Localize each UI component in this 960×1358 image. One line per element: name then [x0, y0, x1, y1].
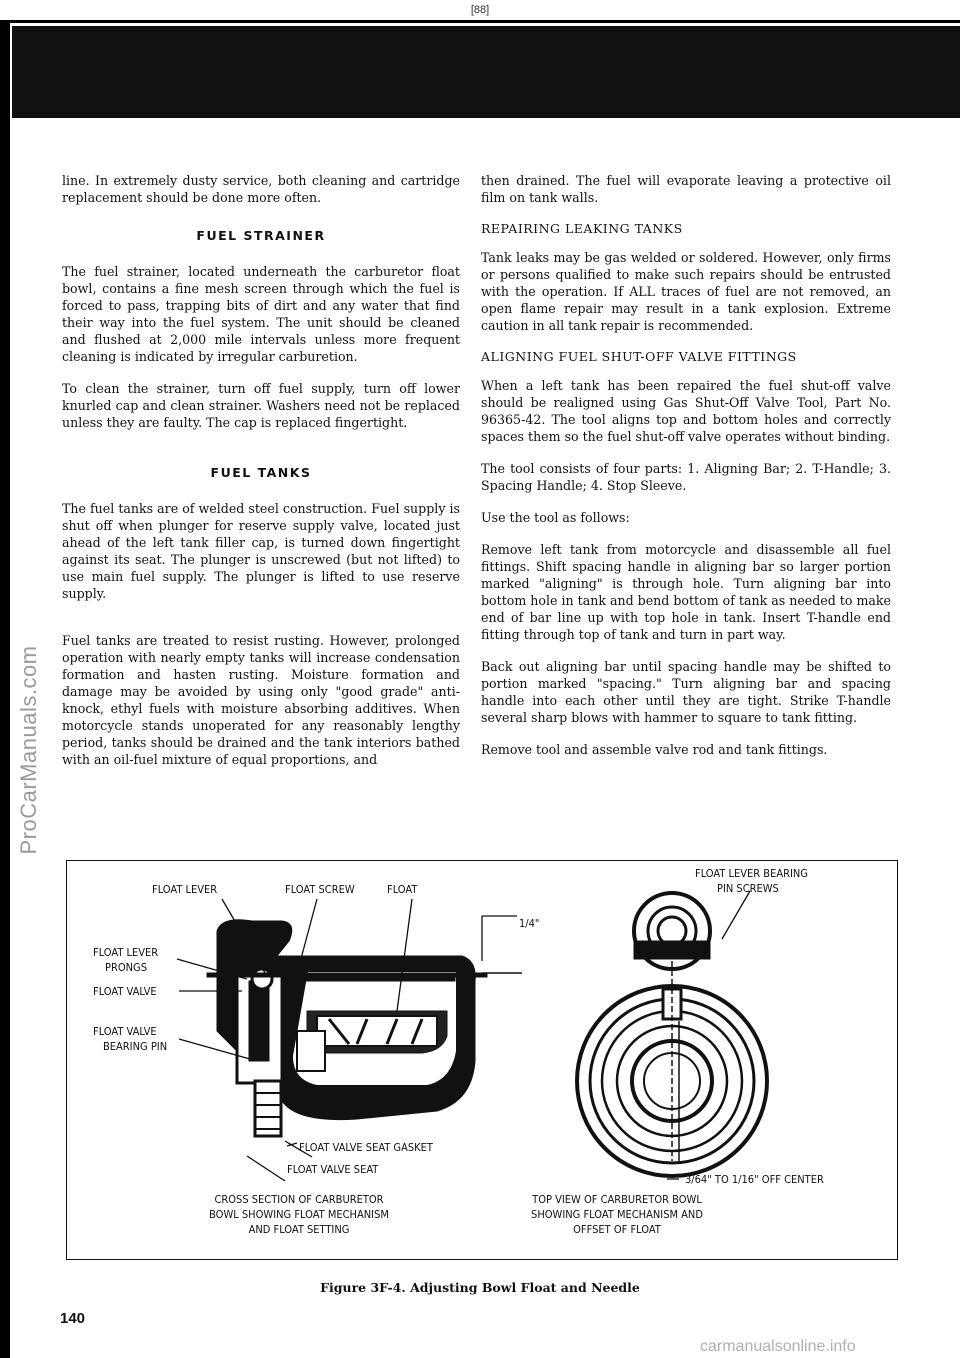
- watermark-text: ProCarManuals.com: [16, 645, 41, 855]
- label-offset: 3/64" TO 1/16" OFF CENTER: [685, 1173, 824, 1186]
- left-caption-line: AND FLOAT SETTING: [248, 1223, 350, 1236]
- label-prongs-2: PRONGS: [105, 961, 147, 974]
- label-bearing-screws-2: PIN SCREWS: [717, 882, 779, 895]
- paragraph: then drained. The fuel will evaporate leaving a protective oil film on tank walls.: [481, 173, 891, 205]
- paragraph: Back out aligning bar until spacing handle may be shifted to portion marked "spacing." Turn aligning bar and spacing handle into each other until they are tight. Strike T-handle several sharp blows with hammer to square to tank fitting.: [481, 659, 891, 725]
- right-column: [481, 172, 891, 773]
- footer-watermark: carmanualsonline.info: [700, 1338, 856, 1355]
- header-band: [12, 26, 960, 118]
- label-float: FLOAT: [387, 883, 418, 896]
- section-heading-aligning-valve: ALIGNING FUEL SHUT-OFF VALVE FITTINGS: [481, 349, 797, 364]
- paragraph: Remove left tank from motorcycle and disassemble all fuel fittings. Shift spacing handle in aligning bar so larger portion marked "aligning" is through hole. Turn aligning bar into bottom hole in tank and bend bottom of tank as needed to make end of bar line up with top hole in tank. Insert T-handle end fitting through top of tank and turn in part way.: [481, 542, 891, 642]
- label-float-lever: FLOAT LEVER: [152, 883, 218, 896]
- label-bearing-screws-1: FLOAT LEVER BEARING: [695, 867, 808, 880]
- paragraph: Fuel tanks are treated to resist rusting. However, prolonged operation with nearly empty tanks will increase condensation formation and hasten rusting. Moisture formation and damage may be avoided by using only "good grade" anti-knock, ethyl fuels with moisture absorbing additives. When motorcycle stands unoperated for any reasonably lengthy period, tanks should be drained and the tank interiors bathed with an oil-fuel mixture of equal proportions, and: [62, 633, 460, 767]
- paragraph: Tank leaks may be gas welded or soldered. However, only firms or persons qualified to make such repairs should be entrusted with the operation. If ALL traces of fuel are not removed, an open flame repair may result in a tank explosion. Extreme caution in all tank repair is recommended.: [481, 250, 891, 333]
- figure-caption: Figure 3F-4. Adjusting Bowl Float and Needle: [320, 1280, 640, 1295]
- label-float-screw: FLOAT SCREW: [285, 883, 355, 896]
- label-float-valve: FLOAT VALVE: [93, 985, 157, 998]
- page-tag: [88]: [470, 4, 490, 16]
- top-view-drawing: [577, 893, 767, 1176]
- page-number: 140: [60, 1310, 86, 1327]
- paragraph: line. In extremely dusty service, both cleaning and cartridge replacement should be done more often.: [62, 173, 460, 205]
- right-caption-line: TOP VIEW OF CARBURETOR BOWL: [532, 1193, 702, 1206]
- label-bearing-pin-2: BEARING PIN: [103, 1040, 168, 1053]
- label-seat-gasket: FLOAT VALVE SEAT GASKET: [299, 1141, 433, 1154]
- right-caption-line: OFFSET OF FLOAT: [573, 1223, 661, 1236]
- label-bearing-pin-1: FLOAT VALVE: [93, 1025, 157, 1038]
- paragraph: When a left tank has been repaired the fuel shut-off valve should be realigned using Gas Shut-Off Valve Tool, Part No. 96365-42. The tool aligns top and bottom holes and correctly spaces them so the fuel shut-off valve operates without binding.: [481, 378, 891, 444]
- left-caption-line: BOWL SHOWING FLOAT MECHANISM: [209, 1208, 389, 1221]
- paragraph: The tool consists of four parts: 1. Aligning Bar; 2. T-Handle; 3. Spacing Handle; 4. Stop Sleeve.: [481, 461, 891, 493]
- paragraph: The fuel strainer, located underneath the carburetor float bowl, contains a fine mesh screen through which the fuel is forced to pass, trapping bits of dirt and any water that find their way into the fuel system. The unit should be cleaned and flushed at 2,000 mile intervals unless more frequent cleaning is indicated by irregular carburetion.: [62, 264, 460, 364]
- paragraph: Use the tool as follows:: [481, 510, 630, 525]
- label-dimension: 1/4": [519, 917, 540, 930]
- top-rule: [0, 20, 960, 23]
- section-heading-fuel-tanks: FUEL TANKS: [210, 465, 312, 480]
- watermark: [14, 560, 44, 940]
- cross-section-drawing: [207, 920, 522, 1136]
- section-heading-repairing-tanks: REPAIRING LEAKING TANKS: [481, 221, 683, 236]
- paragraph: The fuel tanks are of welded steel construction. Fuel supply is shut off when plunger for reserve supply valve, located just ahead of the left tank filler cap, is turned down fingertight against its seat. The plunger is unscrewed (but not lifted) to use main fuel supply. The plunger is lifted to use reserve supply.: [62, 501, 460, 601]
- left-caption-line: CROSS SECTION OF CARBURETOR: [214, 1193, 384, 1206]
- paragraph: To clean the strainer, turn off fuel supply, turn off lower knurled cap and clean strainer. Washers need not be replaced unless they are faulty. The cap is replaced fingertight.: [62, 381, 460, 430]
- section-heading-fuel-strainer: FUEL STRAINER: [196, 228, 326, 243]
- label-prongs-1: FLOAT LEVER: [93, 946, 159, 959]
- paragraph: Remove tool and assemble valve rod and tank fittings.: [481, 742, 828, 757]
- left-column: [62, 172, 460, 783]
- figure-drawing: [67, 861, 899, 1261]
- label-valve-seat: FLOAT VALVE SEAT: [287, 1163, 379, 1176]
- left-border: [0, 20, 10, 1358]
- figure-carburetor-float: [66, 860, 898, 1260]
- right-caption-line: SHOWING FLOAT MECHANISM AND: [531, 1208, 703, 1221]
